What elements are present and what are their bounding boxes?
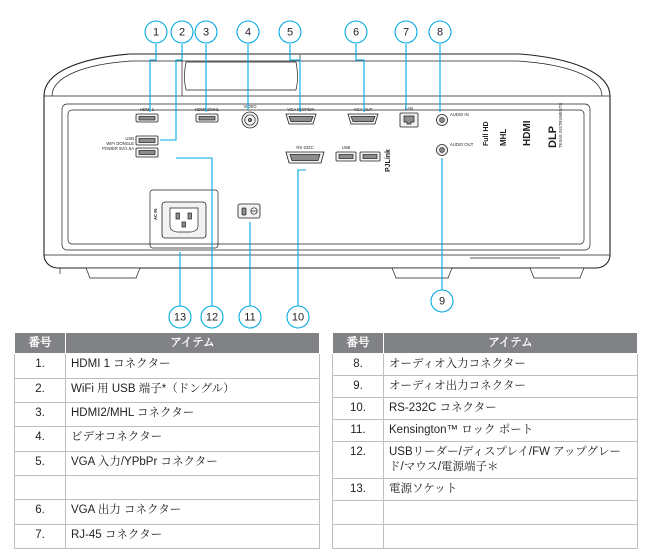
- usb-wifi-port: [102, 136, 158, 157]
- svg-text:HDMI 2/MHL: HDMI 2/MHL: [194, 107, 220, 112]
- row-number: 12.: [333, 442, 384, 479]
- callout-label: 9: [438, 295, 446, 308]
- row-item: VGA 入力/YPbPr コネクター: [66, 451, 320, 475]
- callout-10: [287, 306, 309, 328]
- callout-3: [195, 21, 217, 43]
- callout-9: [431, 290, 453, 312]
- callout-1: [145, 21, 167, 43]
- row-item: WiFi 用 USB 端子*（ドングル）: [66, 378, 320, 402]
- svg-text:MHL: MHL: [499, 128, 508, 146]
- row-item: VGA 出力 コネクター: [66, 500, 320, 524]
- callout-4: [237, 21, 259, 43]
- kensington-lock-port: [238, 204, 260, 218]
- svg-text:AC IN: AC IN: [153, 208, 158, 220]
- callout-label: 5: [286, 26, 294, 39]
- svg-text:WIFI DONGLE: WIFI DONGLE: [106, 141, 134, 146]
- table-row: [333, 479, 638, 501]
- callout-13: [169, 306, 191, 328]
- callout-bubbles: [145, 21, 453, 328]
- certification-logos: [483, 103, 563, 148]
- row-item: [384, 524, 638, 548]
- row-number: 9.: [333, 376, 384, 398]
- callout-label: 4: [244, 26, 252, 39]
- pjlink-logo: [385, 149, 392, 172]
- row-number: 5.: [15, 451, 66, 475]
- row-item: HDMI 1 コネクター: [66, 354, 320, 378]
- row-item: Kensington™ ロック ポート: [384, 420, 638, 442]
- svg-text:PJLink: PJLink: [385, 149, 392, 172]
- audio-out-port: [437, 142, 474, 156]
- svg-text:VGA IN/YPbPr: VGA IN/YPbPr: [287, 107, 315, 112]
- callout-label: 3: [202, 26, 210, 39]
- ac-in-socket: [150, 190, 218, 248]
- svg-text:TEXAS INSTRUMENTS: TEXAS INSTRUMENTS: [558, 102, 563, 148]
- callout-label: 8: [436, 26, 444, 39]
- svg-text:VGA OUT: VGA OUT: [353, 107, 373, 112]
- ports-upper-row: [102, 104, 474, 157]
- svg-text:Full HD: Full HD: [483, 121, 490, 146]
- callout-label: 13: [173, 311, 187, 324]
- table-row: [15, 378, 320, 402]
- hdmi1-port: [136, 107, 158, 122]
- vga-out-port: [348, 107, 378, 124]
- row-number: [333, 524, 384, 548]
- projector-body: [44, 54, 610, 278]
- table-header-row: [15, 333, 320, 354]
- row-item: RJ-45 コネクター: [66, 524, 320, 548]
- legend-table-right: [332, 332, 638, 549]
- row-item: [66, 476, 320, 500]
- table-row: [15, 427, 320, 451]
- row-number: [333, 500, 384, 524]
- callout-11: [239, 306, 261, 328]
- row-item: [384, 500, 638, 524]
- svg-text:AUDIO OUT: AUDIO OUT: [450, 142, 474, 147]
- table-row: [15, 524, 320, 548]
- row-item: 電源ソケット: [384, 479, 638, 501]
- row-number: 13.: [333, 479, 384, 501]
- table-row: [15, 500, 320, 524]
- svg-text:LAN: LAN: [404, 106, 414, 111]
- table-row-empty: [333, 500, 638, 524]
- rs232c-port: [286, 145, 324, 163]
- callout-label: 6: [352, 26, 360, 39]
- row-number: 8.: [333, 354, 384, 376]
- lan-rj45-port: [400, 106, 418, 127]
- callout-8: [429, 21, 451, 43]
- header-number: 番号: [333, 333, 384, 354]
- svg-text:USB: USB: [125, 136, 134, 141]
- table-row-empty: [333, 524, 638, 548]
- svg-text:VIDEO: VIDEO: [243, 104, 257, 109]
- row-number: 1.: [15, 354, 66, 378]
- row-item: HDMI2/MHL コネクター: [66, 403, 320, 427]
- table-row-empty: [15, 476, 320, 500]
- legend-table-left: [14, 332, 320, 549]
- table-row: [333, 442, 638, 479]
- row-item: USBリーダー/ディスプレイ/FW アップグレード/マウス/電源端子＊: [384, 442, 638, 479]
- callout-2: [171, 21, 193, 43]
- callout-label: 7: [402, 26, 410, 39]
- usb-ports: [336, 145, 380, 161]
- table-row: [15, 354, 320, 378]
- table-row: [15, 451, 320, 475]
- svg-text:POWER 5V/1.5A: POWER 5V/1.5A: [102, 146, 134, 151]
- callout-12: [201, 306, 223, 328]
- row-number: 6.: [15, 500, 66, 524]
- callout-6: [345, 21, 367, 43]
- header-item: アイテム: [384, 333, 638, 354]
- row-number: [15, 476, 66, 500]
- callout-label: 11: [244, 311, 256, 324]
- table-header-row: [333, 333, 638, 354]
- row-item: ビデオコネクター: [66, 427, 320, 451]
- table-row: [333, 376, 638, 398]
- svg-text:RS-232C: RS-232C: [296, 145, 314, 150]
- table-row: [333, 420, 638, 442]
- callout-leaders: [150, 44, 442, 306]
- row-item: オーディオ入力コネクター: [384, 354, 638, 376]
- svg-text:DLP: DLP: [547, 126, 559, 148]
- header-number: 番号: [15, 333, 66, 354]
- callout-label: 10: [291, 311, 305, 324]
- svg-text:USB: USB: [341, 145, 351, 150]
- vga-in-port: [286, 107, 316, 124]
- row-item: RS-232C コネクター: [384, 398, 638, 420]
- callout-label: 12: [205, 311, 219, 324]
- video-port: [242, 104, 258, 128]
- table-row: [333, 354, 638, 376]
- row-number: 11.: [333, 420, 384, 442]
- row-number: 2.: [15, 378, 66, 402]
- row-item: オーディオ出力コネクター: [384, 376, 638, 398]
- hdmi2-mhl-port: [195, 107, 220, 122]
- header-item: アイテム: [66, 333, 320, 354]
- ports-lower-row: [286, 145, 392, 172]
- table-row: [15, 403, 320, 427]
- row-number: 7.: [15, 524, 66, 548]
- callout-label: 2: [178, 26, 186, 39]
- audio-in-port: [437, 112, 469, 126]
- callout-5: [279, 21, 301, 43]
- svg-text:HDMI 1: HDMI 1: [139, 107, 155, 112]
- table-row: [333, 398, 638, 420]
- row-number: 3.: [15, 403, 66, 427]
- row-number: 4.: [15, 427, 66, 451]
- callout-7: [395, 21, 417, 43]
- svg-text:AUDIO IN: AUDIO IN: [450, 112, 469, 117]
- row-number: 10.: [333, 398, 384, 420]
- callout-label: 1: [152, 26, 160, 39]
- svg-text:HDMI: HDMI: [522, 120, 533, 146]
